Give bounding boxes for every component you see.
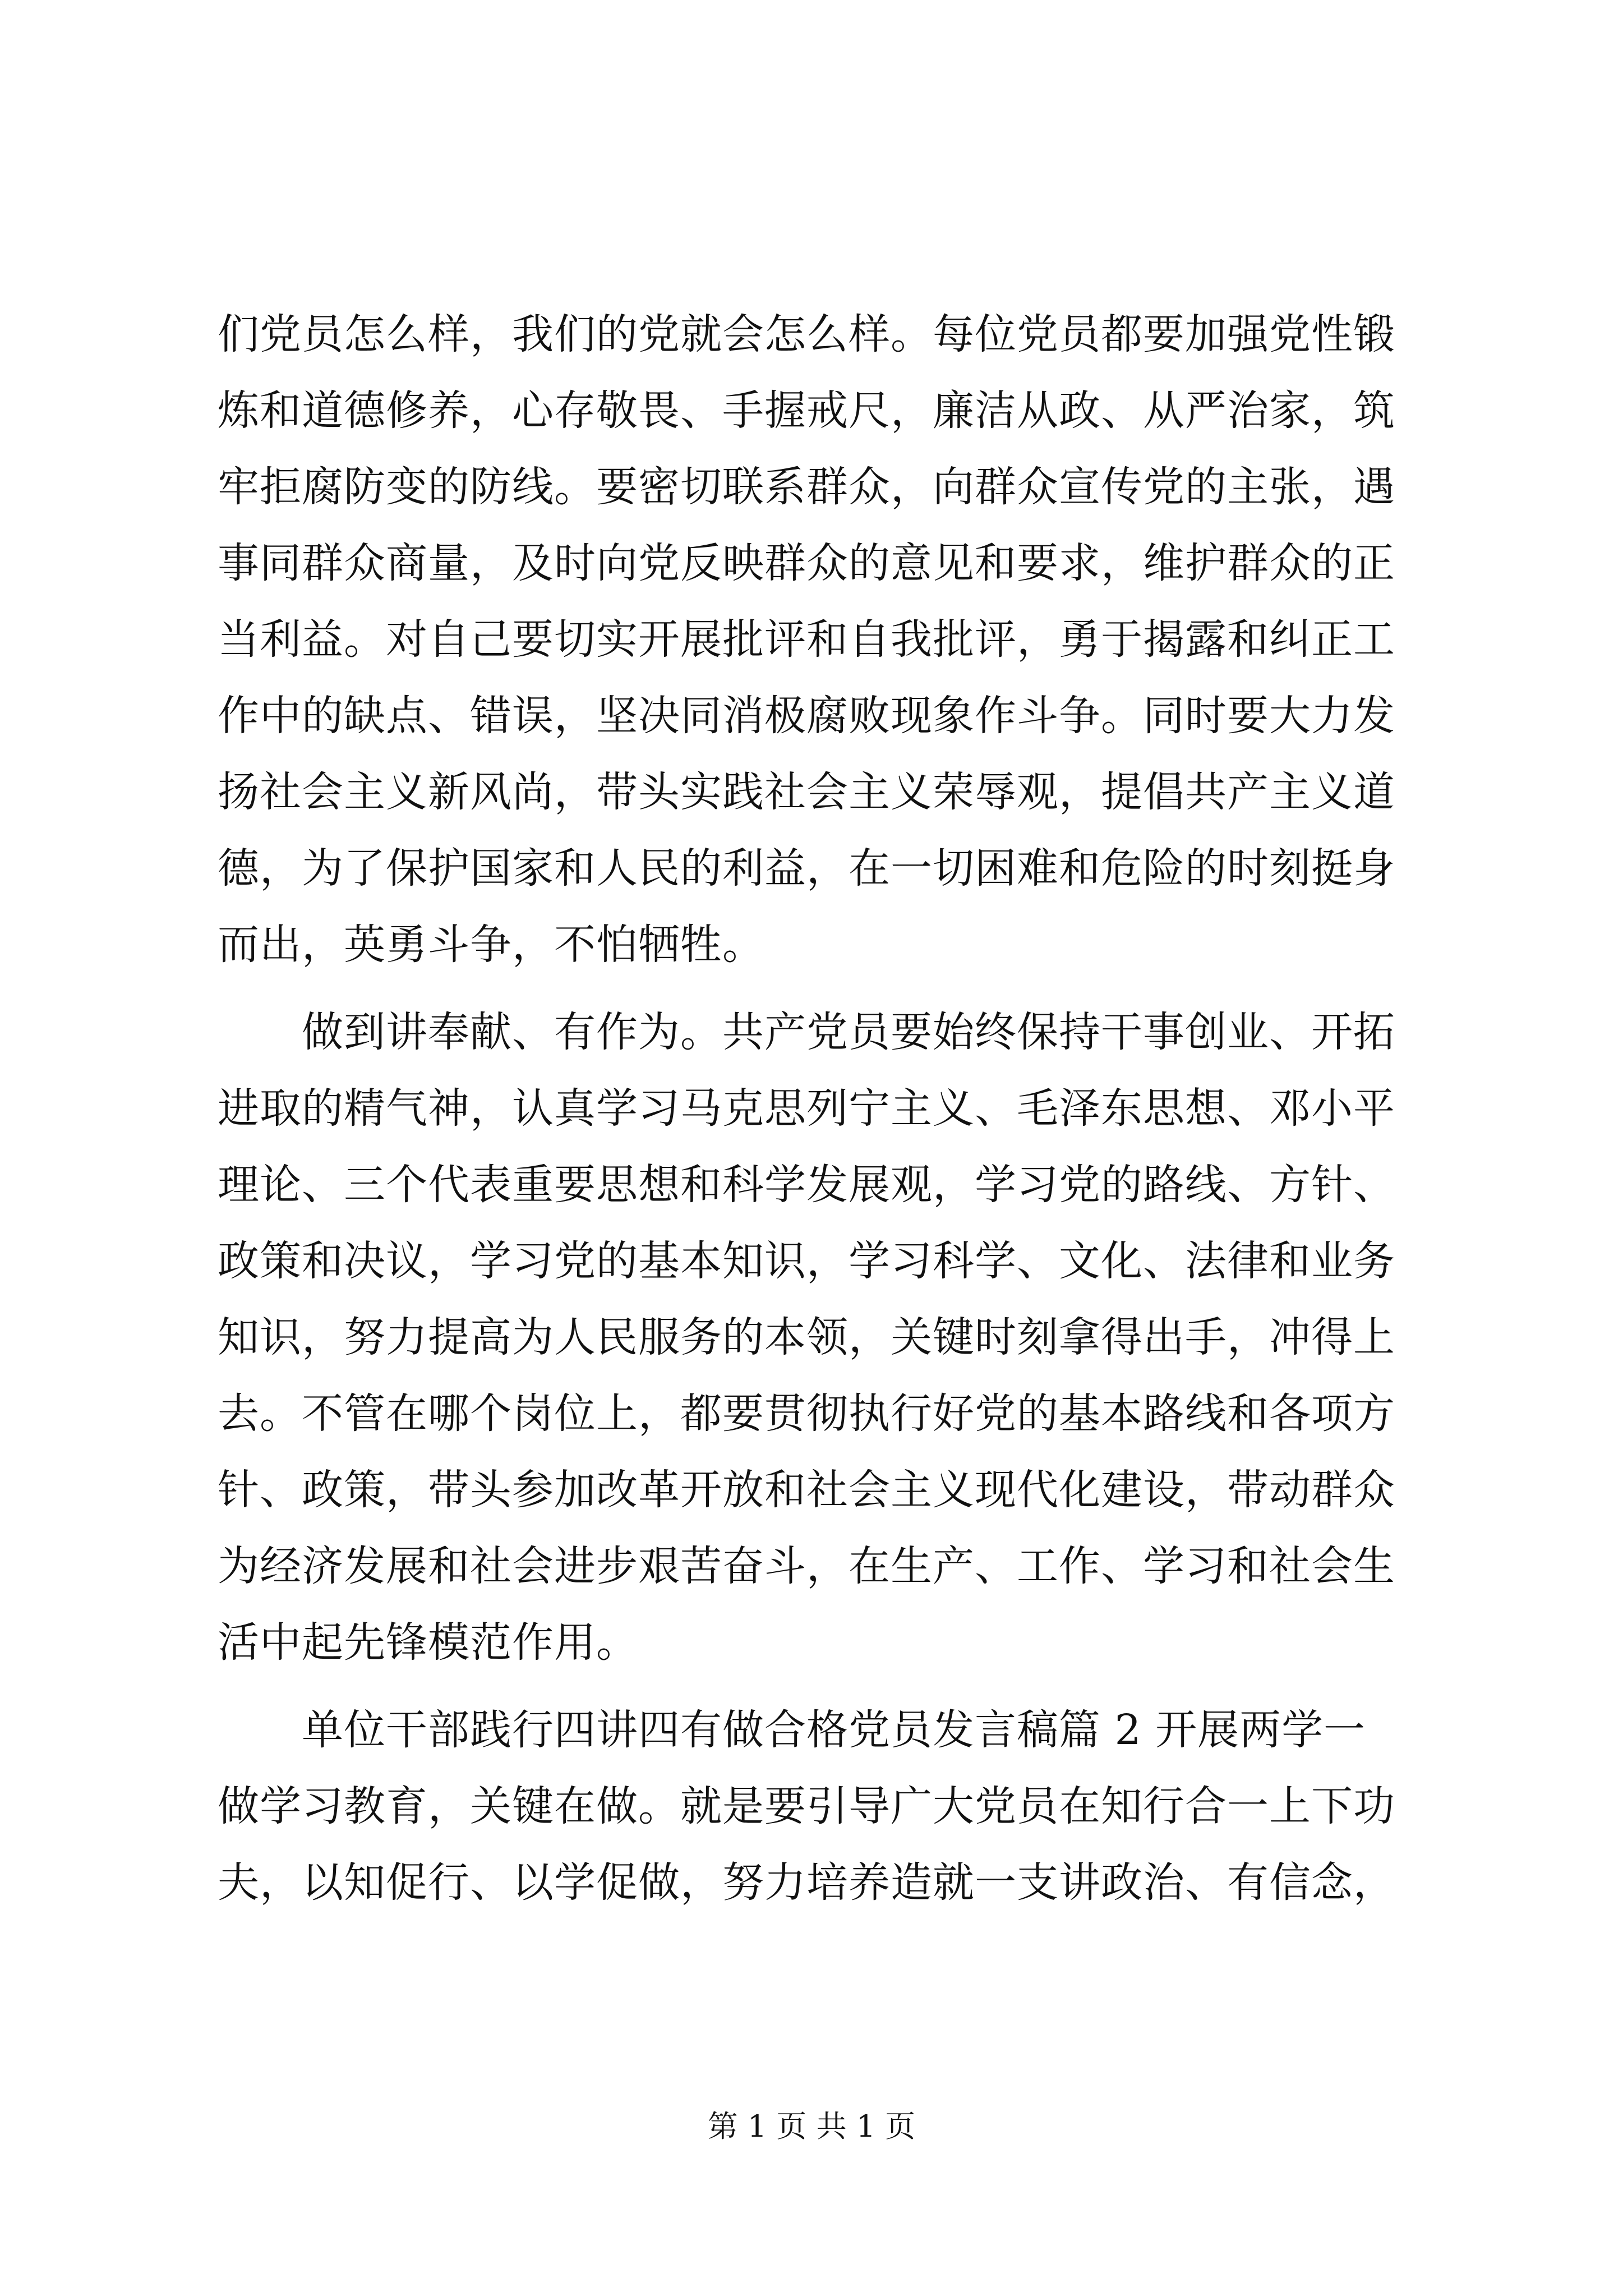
paragraph-1 [218, 296, 1423, 983]
text-line: 事同群众商量，及时向党反映群众的意见和要求，维护群众的正 [218, 539, 1395, 587]
text-line: 政策和决议，学习党的基本知识，学习科学、文化、法律和业务 [218, 1237, 1395, 1285]
text-line: 们党员怎么样，我们的党就会怎么样。每位党员都要加强党性锻 [218, 310, 1395, 358]
text-line: 做学习教育，关键在做。就是要引导广大党员在知行合一上下功 [218, 1782, 1395, 1830]
text-line: 理论、三个代表重要思想和科学发展观，学习党的路线、方针、 [218, 1161, 1395, 1209]
paragraph-spacer [218, 1681, 1423, 1692]
paragraph-3 [218, 1692, 1423, 1921]
text-line: 单位干部践行四讲四有做合格党员发言稿篇 2 开展两学一 [302, 1706, 1366, 1754]
page-number-label: 第 1 页 共 1 页 [707, 2109, 916, 2144]
text-line: 牢拒腐防变的防线。要密切联系群众，向群众宣传党的主张，遇 [218, 463, 1395, 511]
text-line: 去。不管在哪个岗位上，都要贯彻执行好党的基本路线和各项方 [218, 1389, 1395, 1438]
text-line: 当利益。对自己要切实开展批评和自我批评，勇于揭露和纠正工 [218, 615, 1395, 664]
text-line: 为经济发展和社会进步艰苦奋斗，在生产、工作、学习和社会生 [218, 1542, 1395, 1590]
text-line: 做到讲奉献、有作为。共产党员要始终保持干事创业、开拓 [302, 1008, 1395, 1056]
paragraph-spacer [218, 983, 1423, 994]
text-line: 活中起先锋模范作用。 [218, 1618, 638, 1667]
text-line: 知识，努力提高为人民服务的本领，关键时刻拿得出手，冲得上 [218, 1313, 1395, 1361]
document-body [218, 296, 1423, 1921]
paragraph-2 [218, 994, 1423, 1681]
text-line: 进取的精气神，认真学习马克思列宁主义、毛泽东思想、邓小平 [218, 1084, 1395, 1133]
text-line: 夫，以知促行、以学促做，努力培养造就一支讲政治、有信念， [218, 1858, 1395, 1907]
text-line: 炼和道德修养，心存敬畏、手握戒尺，廉洁从政、从严治家，筑 [218, 386, 1395, 435]
text-line: 作中的缺点、错误，坚决同消极腐败现象作斗争。同时要大力发 [218, 692, 1395, 740]
page-footer [0, 2107, 1623, 2146]
text-line: 而出，英勇斗争，不怕牺牲。 [218, 921, 764, 969]
text-line: 德，为了保护国家和人民的利益，在一切困难和危险的时刻挺身 [218, 844, 1395, 892]
text-line: 扬社会主义新风尚，带头实践社会主义荣辱观，提倡共产主义道 [218, 768, 1395, 816]
text-line: 针、政策，带头参加改革开放和社会主义现代化建设，带动群众 [218, 1466, 1395, 1514]
